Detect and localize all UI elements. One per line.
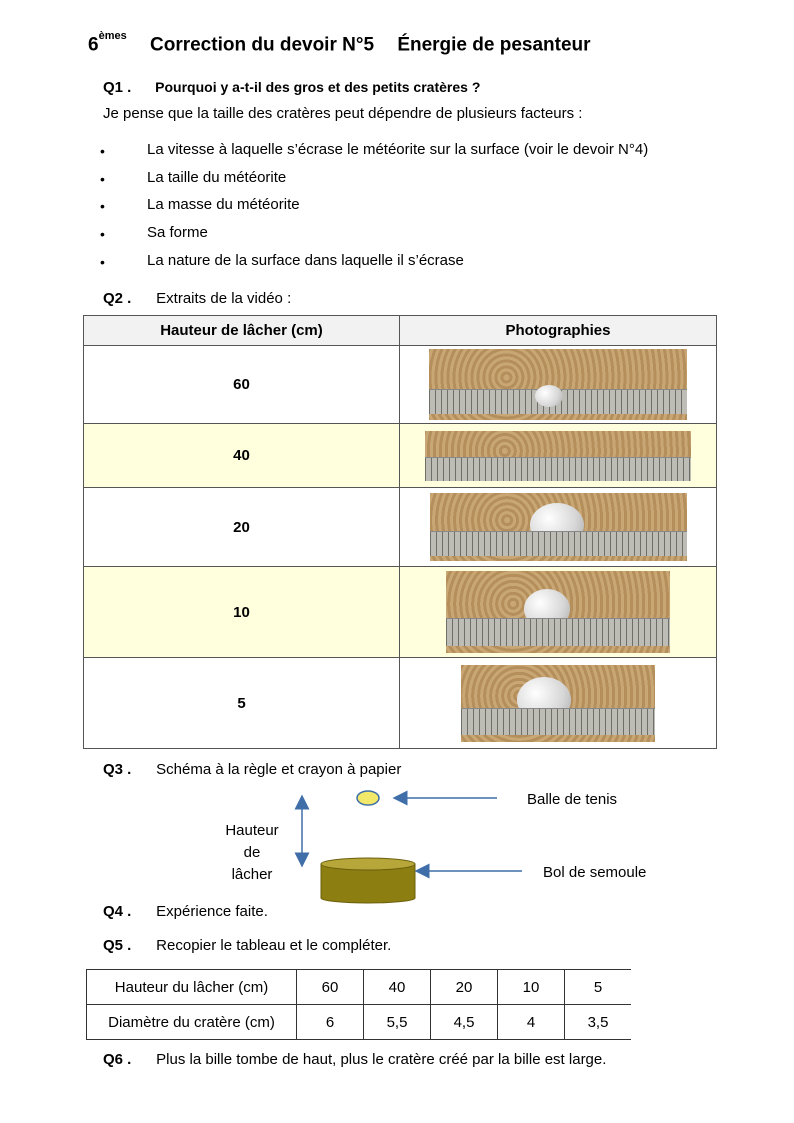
photo-cell: [400, 567, 717, 658]
height-label: [214, 820, 290, 886]
photo-crater-10: [446, 571, 670, 653]
q6-text: Plus la bille tombe de haut, plus le cratère créé par la bille est large.: [156, 1051, 607, 1068]
table-cell: 3,5: [565, 1005, 632, 1040]
table-row: [84, 346, 717, 424]
level: 6: [88, 34, 99, 56]
table-cell: 5: [565, 970, 632, 1005]
q5-text: Recopier le tableau et le compléter.: [156, 937, 392, 954]
height-label-line: lâcher: [231, 866, 273, 883]
q1-question: Pourquoi y a-t-il des gros et des petits cratères ?: [155, 79, 481, 95]
experiment-diagram: [0, 780, 794, 905]
q3-number: Q3 .: [103, 761, 132, 778]
results-table: [86, 969, 631, 1040]
ruler: [430, 531, 687, 555]
table-cell: 5,5: [364, 1005, 431, 1040]
bullet-1: •: [100, 143, 105, 159]
bowl-label: Bol de semoule: [543, 864, 647, 881]
table-cell: 4,5: [431, 1005, 498, 1040]
ruler: [446, 618, 670, 647]
header-height: Hauteur de lâcher (cm): [84, 316, 400, 346]
table-row: [84, 424, 717, 488]
bullet-4: •: [100, 226, 105, 242]
drop-height-photo-table: [83, 315, 717, 749]
photo-crater-20: [430, 493, 687, 561]
q5-number: Q5 .: [103, 937, 132, 954]
row-label-height: Hauteur du lâcher (cm): [87, 970, 297, 1005]
q2-number: Q2 .: [103, 290, 132, 307]
height-label-line: Hauteur: [225, 822, 279, 839]
table-cell: 40: [364, 970, 431, 1005]
table-cell: 60: [297, 970, 364, 1005]
factor-1: La vitesse à laquelle s’écrase le météorite sur la surface (voir le devoir N°4): [147, 141, 649, 158]
row-label-diameter: Diamètre du cratère (cm): [87, 1005, 297, 1040]
photo-cell: [400, 346, 717, 424]
ruler: [461, 708, 655, 735]
q2-text: Extraits de la vidéo :: [156, 290, 292, 307]
tennis-ball: [357, 791, 379, 805]
factor-5: La nature de la surface dans laquelle il s’écrase: [147, 252, 464, 269]
ball-label: Balle de tenis: [527, 791, 618, 808]
page-title: [88, 30, 591, 56]
table-row: [84, 488, 717, 567]
photo-crater-40: [425, 431, 691, 481]
header-photos: Photographies: [400, 316, 717, 346]
table-row: [84, 658, 717, 749]
photo-crater-5: [461, 665, 655, 742]
q1-intro: Je pense que la taille des cratères peut dépendre de plusieurs facteurs :: [103, 105, 583, 122]
q4-number: Q4 .: [103, 903, 132, 920]
ball: [535, 385, 563, 407]
photo-cell: [400, 658, 717, 749]
height-cell: 5: [84, 658, 400, 749]
table-row: [87, 970, 632, 1005]
q2-heading: [103, 290, 291, 307]
bullet-3: •: [100, 198, 105, 214]
height-cell: 20: [84, 488, 400, 567]
title-main: Correction du devoir N°5: [150, 34, 375, 56]
photo-crater-60: [429, 349, 687, 420]
semolina-bowl: [321, 858, 415, 903]
table-cell: 10: [498, 970, 565, 1005]
q6-heading: [103, 1051, 606, 1068]
photo-cell: [400, 424, 717, 488]
table-cell: 4: [498, 1005, 565, 1040]
table-cell: 20: [431, 970, 498, 1005]
height-cell: 40: [84, 424, 400, 488]
q3-text: Schéma à la règle et crayon à papier: [156, 761, 402, 778]
q3-heading: [103, 761, 401, 778]
table-row: [84, 567, 717, 658]
height-cell: 60: [84, 346, 400, 424]
q4-heading: [103, 903, 268, 920]
photo-cell: [400, 488, 717, 567]
q1-number: Q1 .: [103, 79, 132, 96]
q6-number: Q6 .: [103, 1051, 132, 1068]
table-cell: 6: [297, 1005, 364, 1040]
factor-3: La masse du météorite: [147, 196, 300, 213]
height-label-line: de: [243, 844, 261, 861]
height-cell: 10: [84, 567, 400, 658]
table-header-row: [84, 316, 717, 346]
q5-heading: [103, 937, 391, 954]
q1-heading: [103, 79, 480, 96]
table-row: [87, 1005, 632, 1040]
bullet-2: •: [100, 171, 105, 187]
bullet-5: •: [100, 254, 105, 270]
level-suffix: èmes: [98, 30, 127, 42]
factor-2: La taille du météorite: [147, 169, 287, 186]
q4-text: Expérience faite.: [156, 903, 268, 920]
ruler: [425, 457, 691, 481]
factor-4: Sa forme: [147, 224, 208, 241]
title-subject: Énergie de pesanteur: [397, 34, 591, 56]
